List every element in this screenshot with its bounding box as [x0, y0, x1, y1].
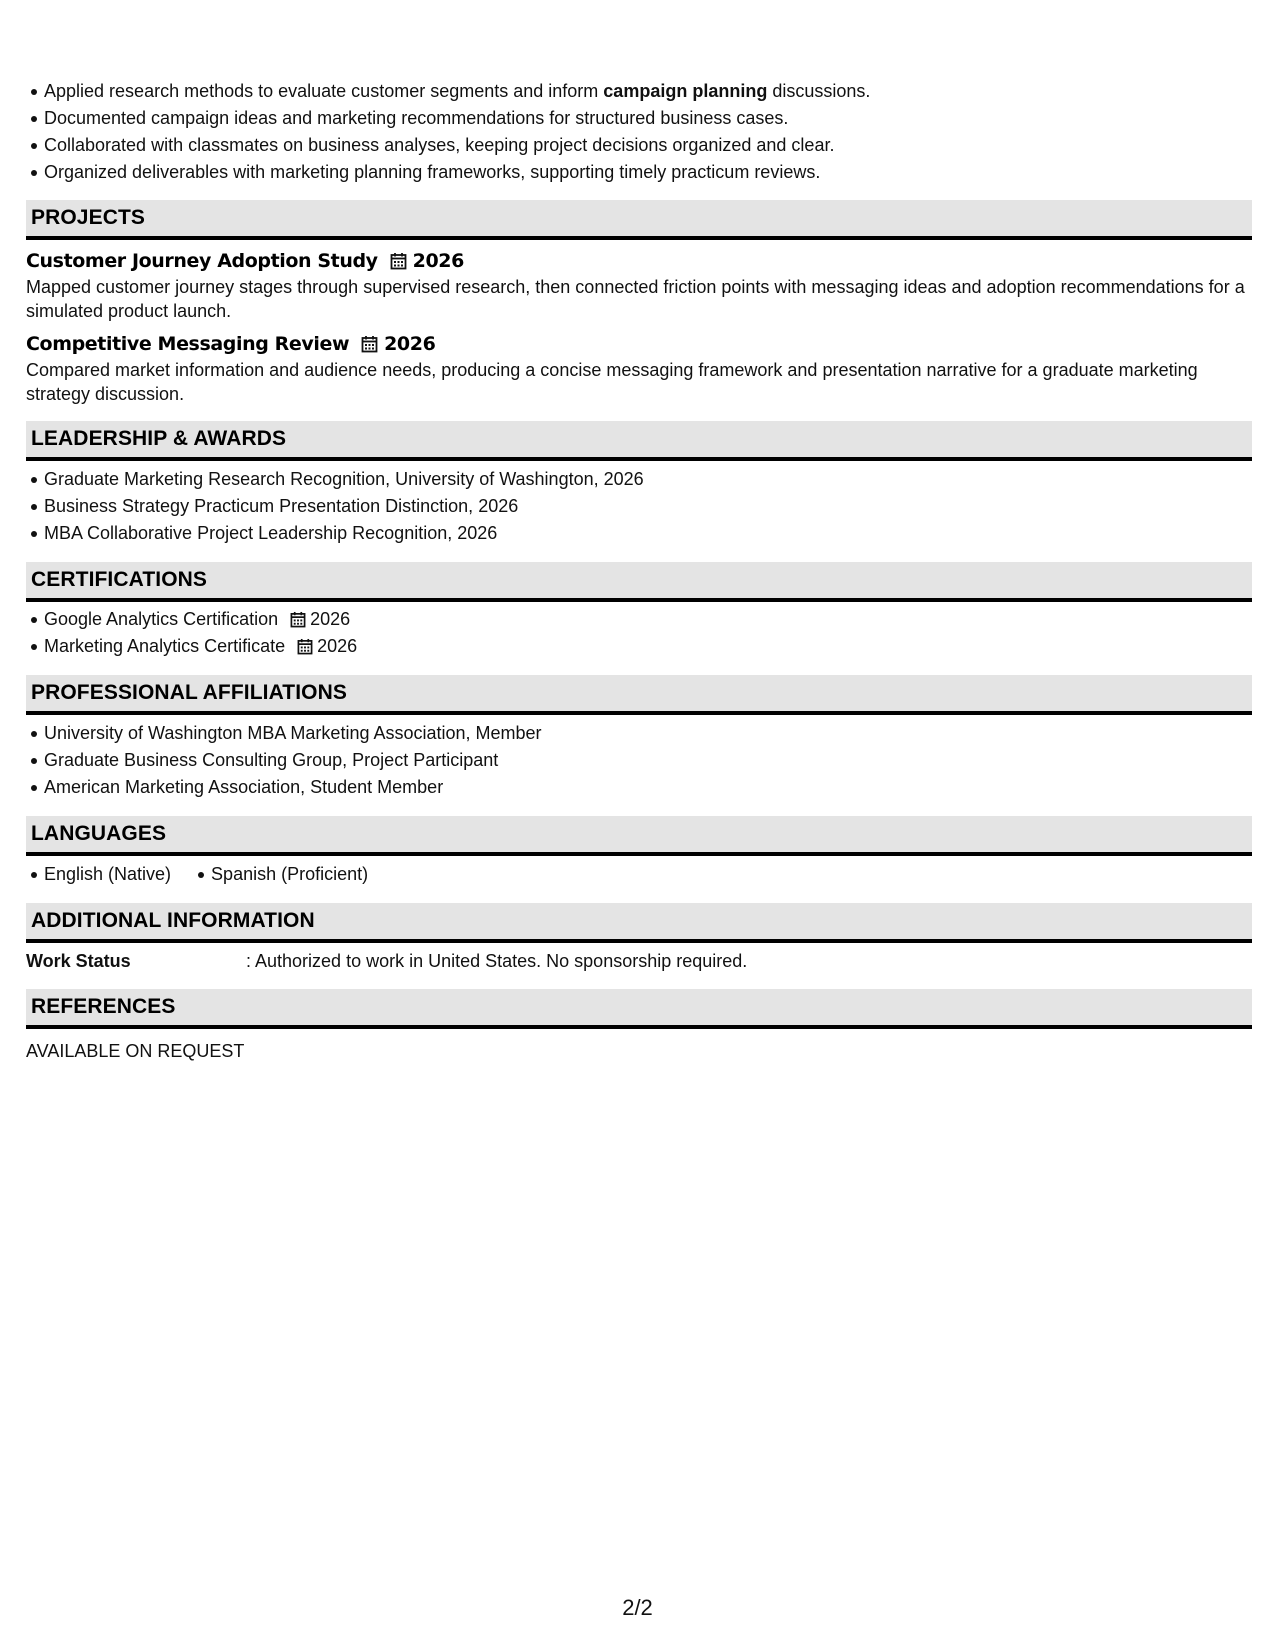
certification-year: 2026	[310, 609, 351, 629]
resume-page	[26, 78, 1252, 1063]
calendar-icon	[361, 335, 378, 353]
certification-year: 2026	[317, 636, 358, 656]
list-item: Organized deliverables with marketing planning frameworks, supporting timely practicum reviews.	[44, 159, 1252, 186]
section-heading-projects: PROJECTS	[26, 200, 1252, 240]
calendar-icon	[290, 611, 306, 628]
calendar-icon	[297, 638, 313, 655]
references-text: AVAILABLE ON REQUEST	[26, 1041, 245, 1061]
project-entry	[26, 330, 1252, 406]
section-heading-affiliations: PROFESSIONAL AFFILIATIONS	[26, 675, 1252, 715]
project-title: Customer Journey Adoption Study	[26, 250, 378, 272]
awards-list	[26, 466, 1252, 547]
experience-bullets	[26, 78, 1252, 186]
section-heading-additional: ADDITIONAL INFORMATION	[26, 903, 1252, 943]
list-item: Graduate Business Consulting Group, Project Participant	[44, 747, 1252, 774]
project-year: 2026	[412, 250, 464, 272]
list-item: Documented campaign ideas and marketing recommendations for structured business cases.	[44, 105, 1252, 132]
languages-list	[26, 861, 1252, 888]
page-number: 2/2	[622, 1595, 653, 1620]
project-title: Competitive Messaging Review	[26, 333, 350, 355]
list-item: University of Washington MBA Marketing Association, Member	[44, 720, 1252, 747]
work-status-label: Work Status	[26, 951, 131, 971]
work-status-row	[26, 949, 1252, 973]
list-item: MBA Collaborative Project Leadership Recognition, 2026	[44, 520, 1252, 547]
calendar-icon	[390, 252, 407, 270]
work-status-value: : Authorized to work in United States. No sponsorship required.	[246, 951, 748, 971]
certification-name: Marketing Analytics Certificate	[44, 636, 286, 656]
list-item: Collaborated with classmates on business analyses, keeping project decisions organized and clear.	[44, 132, 1252, 159]
section-heading-certifications: CERTIFICATIONS	[26, 562, 1252, 602]
project-year: 2026	[384, 333, 436, 355]
certification-name: Google Analytics Certification	[44, 609, 279, 629]
section-heading-languages: LANGUAGES	[26, 816, 1252, 856]
list-item: Applied research methods to evaluate customer segments and inform campaign planning discussions.	[44, 78, 1252, 105]
list-item: Business Strategy Practicum Presentation Distinction, 2026	[44, 493, 1252, 520]
emphasis-text: campaign planning	[603, 81, 768, 101]
list-item	[44, 606, 1252, 633]
list-item: Graduate Marketing Research Recognition, University of Washington, 2026	[44, 466, 1252, 493]
certifications-list	[26, 606, 1252, 660]
list-item: American Marketing Association, Student Member	[44, 774, 1252, 801]
affiliations-list	[26, 720, 1252, 801]
project-description: Mapped customer journey stages through supervised research, then connected friction points with messaging ideas and adoption recommendations for a simulated product launch.	[26, 277, 1245, 321]
language-item: Spanish (Proficient)	[193, 861, 368, 888]
project-description: Compared market information and audience needs, producing a concise messaging framework and presentation narrative for a graduate marketing strategy discussion.	[26, 360, 1198, 404]
list-item	[44, 633, 1252, 660]
language-item: English (Native)	[26, 861, 171, 888]
project-entry	[26, 247, 1252, 323]
section-heading-references: REFERENCES	[26, 989, 1252, 1029]
section-heading-leadership: LEADERSHIP & AWARDS	[26, 421, 1252, 461]
